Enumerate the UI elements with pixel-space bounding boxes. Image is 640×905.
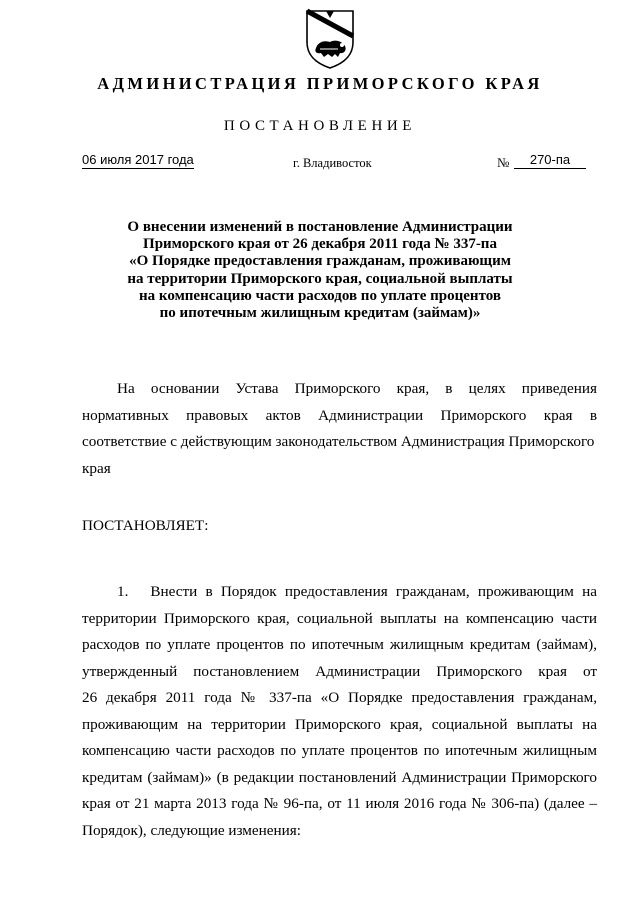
preamble-line: На основании Устава Приморского края, в целях приведения (117, 380, 597, 397)
organization-name: АДМИНИСТРАЦИЯ ПРИМОРСКОГО КРАЯ (97, 74, 543, 93)
preamble-line: края (82, 459, 111, 477)
document-title (100, 219, 540, 322)
item-first-line (82, 579, 597, 606)
number-label: № (497, 155, 510, 170)
title-line: Приморского края от 26 декабря 2011 года № 337-па (143, 236, 497, 253)
document-number: 270-па (514, 152, 586, 169)
item-line: утвержденный постановлением Администрации Приморского края от (82, 662, 597, 680)
document-type: ПОСТАНОВЛЕНИЕ (223, 118, 417, 134)
item-number: 1. (117, 583, 129, 600)
coat-of-arms-icon (304, 8, 356, 70)
title-line: на территории Приморского края, социальной выплаты (127, 270, 513, 287)
title-line: О внесении изменений в постановление Администрации (127, 219, 513, 235)
resolves-heading: ПОСТАНОВЛЯЕТ: (82, 517, 209, 534)
title-line: «О Порядке предоставления гражданам, проживающим (129, 253, 511, 270)
title-line: по ипотечным жилищным кредитам (займам)» (159, 305, 481, 322)
item-line: территории Приморского края, социальной выплаты на компенсацию части (82, 609, 597, 627)
item-1-paragraph (82, 579, 597, 844)
item-line: Порядок), следующие изменения: (82, 821, 301, 839)
document-date: 06 июля 2017 года (82, 152, 194, 167)
item-line: проживающим на территории Приморского края, социальной выплаты на (82, 715, 597, 733)
item-first-line-text: Внести в Порядок предоставления гражданам, проживающим на (150, 583, 597, 600)
item-line: кредитам (займам)» (в редакции постановлений Администрации Приморского (82, 768, 597, 786)
item-line: края от 21 марта 2013 года № 96-па, от 11 июля 2016 года № 306-па) (далее – (82, 795, 597, 812)
preamble-line: нормативных правовых актов Администрации Приморского края в (82, 406, 597, 424)
preamble-line: соответствие с действующим законодательством Администрация Приморского (82, 433, 595, 450)
title-line: на компенсацию части расходов по уплате процентов (139, 287, 501, 304)
document-city: г. Владивосток (293, 156, 372, 170)
item-line: 26 декабря 2011 года № 337-па «О Порядке предоставления гражданам, (82, 689, 597, 706)
preamble-paragraph (82, 376, 597, 482)
item-line: компенсацию части расходов по уплате процентов по ипотечным жилищным (82, 742, 597, 759)
item-line: расходов по уплате процентов по ипотечным жилищным кредитам (займам), (82, 636, 597, 653)
